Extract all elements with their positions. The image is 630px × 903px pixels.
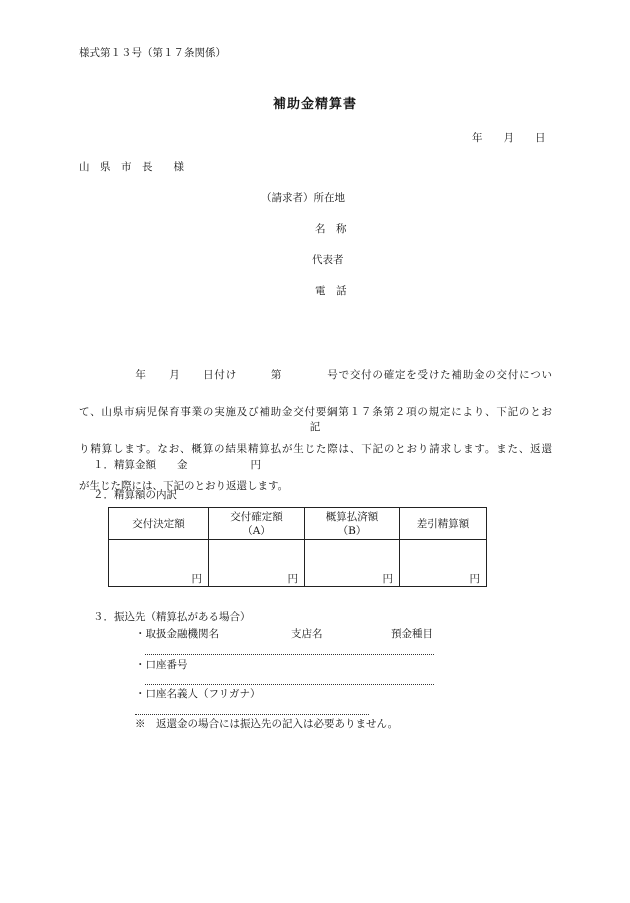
holder-fill-line bbox=[135, 714, 369, 715]
body-line: て、山県市病児保育事業の実施及び補助金交付要綱第１７条第２項の規定により、下記のとお bbox=[79, 406, 552, 418]
bank-name-label: ・取扱金融機関名 bbox=[135, 628, 219, 640]
claimant-name-label: 名 称 bbox=[315, 223, 347, 235]
cell-advance-paid: 円 bbox=[305, 540, 400, 587]
ki-heading: 記 bbox=[309, 421, 321, 433]
header-line: 交付確定額 bbox=[230, 510, 283, 523]
body-line: 年 月 日付け 第 号で交付の確定を受けた補助金の交付につい bbox=[79, 369, 552, 381]
form-number: 様式第１３号（第１７条関係） bbox=[79, 47, 226, 59]
header-advance-paid bbox=[305, 508, 400, 540]
cell-grant-confirmed: 円 bbox=[209, 540, 305, 587]
header-line: （B） bbox=[337, 524, 367, 537]
table-header-row bbox=[109, 508, 487, 540]
header-line: 差引精算額 bbox=[416, 517, 470, 530]
deposit-type-label: 預金種目 bbox=[391, 628, 433, 640]
header-line: 概算払済額 bbox=[325, 510, 379, 523]
account-holder-label: ・口座名義人（フリガナ） bbox=[135, 688, 261, 700]
settlement-amount-item: １．精算金額 金 円 bbox=[93, 459, 261, 471]
header-grant-confirmed bbox=[209, 508, 305, 540]
header-line: 交付決定額 bbox=[132, 517, 185, 530]
branch-name-label: 支店名 bbox=[291, 628, 323, 640]
document-title: 補助金精算書 bbox=[272, 97, 357, 112]
account-fill-line bbox=[145, 684, 434, 685]
header-line: （A） bbox=[242, 524, 271, 537]
header-net-settlement bbox=[400, 508, 487, 540]
bank-fill-line bbox=[145, 654, 434, 655]
account-number-label: ・口座番号 bbox=[135, 659, 188, 671]
header-grant-decision bbox=[109, 508, 209, 540]
transfer-destination-heading: ３．振込先（精算払がある場合） bbox=[93, 611, 251, 623]
claimant-representative-label: 代表者 bbox=[312, 254, 344, 266]
body-line: り精算します。なお、概算の結果精算払が生じた際は、下記のとおり請求します。また、返還 bbox=[79, 443, 552, 455]
cell-grant-decision: 円 bbox=[109, 540, 209, 587]
refund-note: ※ 返還金の場合には振込先の記入は必要ありません。 bbox=[135, 718, 399, 730]
body-line: が生じた際には、下記のとおり返還します。 bbox=[79, 480, 289, 492]
breakdown-item-heading: ２．精算額の内訳 bbox=[93, 489, 177, 501]
claimant-phone-label: 電 話 bbox=[315, 285, 347, 297]
table-row bbox=[109, 540, 487, 587]
breakdown-table bbox=[108, 507, 487, 587]
date-line: 年 月 日 bbox=[472, 132, 546, 144]
cell-net-settlement: 円 bbox=[400, 540, 487, 587]
claimant-address-label: （請求者）所在地 bbox=[261, 192, 345, 204]
addressee: 山 県 市 長 様 bbox=[79, 161, 184, 173]
